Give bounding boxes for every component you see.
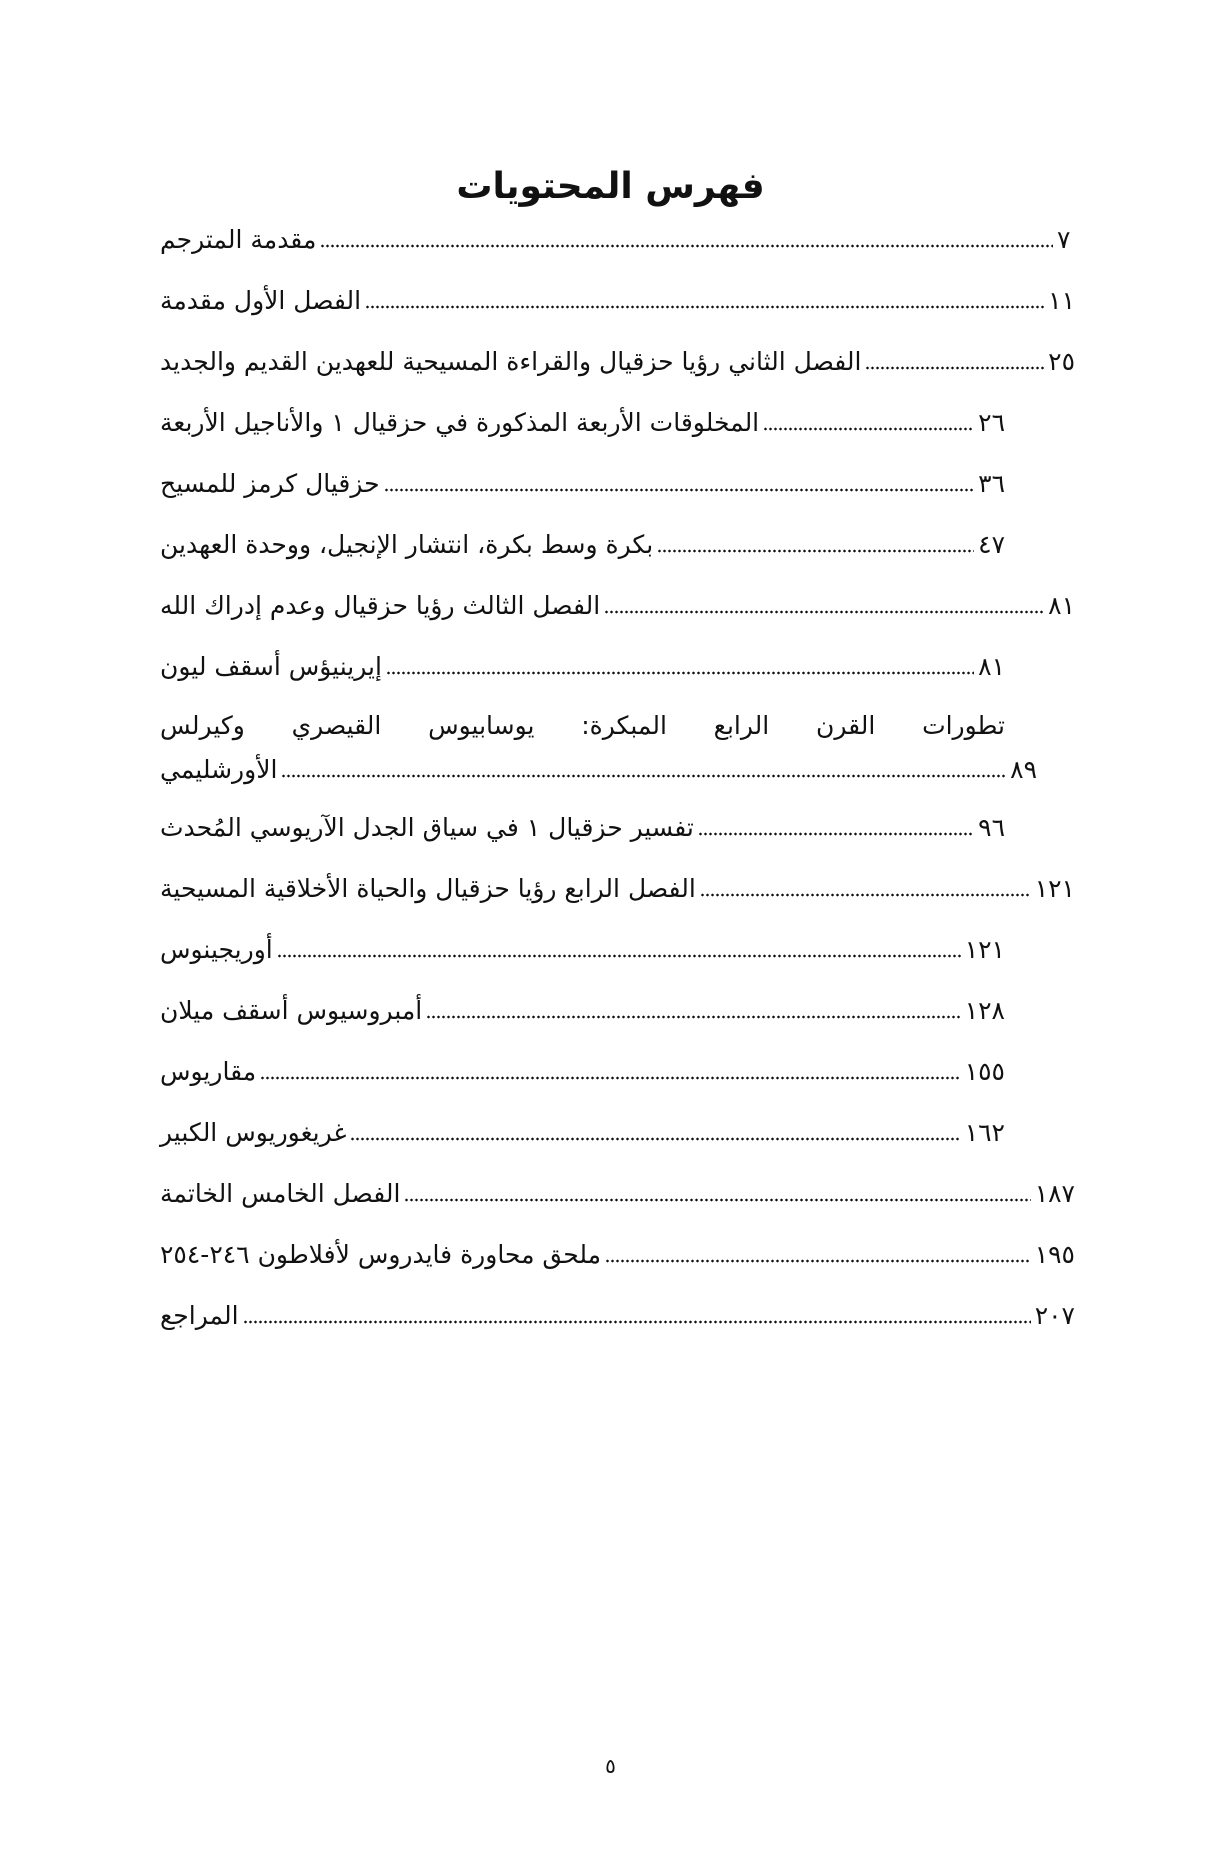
toc-entry-label: الفصل الرابع رؤيا حزقيال والحياة الأخلاقية المسيحية	[160, 874, 696, 903]
toc-entry-label: مقاريوس	[160, 1057, 257, 1086]
toc-entry-page: ٢٦	[978, 408, 1005, 437]
toc-entry-page: ٤٧	[978, 530, 1005, 559]
toc-entry-label: المخلوقات الأربعة المذكورة في حزقيال ١ والأناجيل الأربعة	[160, 408, 760, 437]
leader-dots	[277, 954, 961, 958]
leader-dots	[426, 1015, 961, 1019]
toc-entry	[160, 465, 1005, 501]
label-word: وكيرلس	[160, 711, 245, 740]
toc-entry	[160, 1297, 1075, 1333]
toc-entry	[160, 992, 1005, 1028]
page-title: فهرس المحتويات	[456, 166, 765, 207]
toc-entry-label: أمبروسيوس أسقف ميلان	[160, 996, 423, 1025]
page-number: ٥	[605, 1754, 616, 1778]
toc-entry-label: مقدمة المترجم	[160, 225, 317, 254]
leader-dots	[281, 774, 1006, 778]
leader-dots	[365, 305, 1044, 309]
toc-entry-page: ٨١	[1048, 591, 1075, 620]
toc-entry-page: ٣٦	[978, 469, 1005, 498]
toc-entry-label: الفصل الخامس الخاتمة	[160, 1179, 401, 1208]
toc-entry-page: ١٦٢	[964, 1118, 1005, 1147]
toc-entry-wrapped	[160, 709, 1037, 787]
leader-dots	[657, 549, 974, 553]
toc-entry-page: ٢٥	[1048, 347, 1075, 376]
toc-entry-page: ١٢٨	[964, 996, 1005, 1025]
toc-entry	[160, 648, 1005, 684]
toc-entry	[160, 1175, 1075, 1211]
toc-entry-label: بكرة وسط بكرة، انتشار الإنجيل، ووحدة العهدين	[160, 530, 654, 559]
toc-entry-label-line	[160, 709, 1005, 749]
toc-entry-continuation	[160, 749, 1037, 787]
toc-entry-page: ٩٦	[978, 813, 1005, 842]
toc-entry	[160, 1114, 1005, 1150]
toc-entry	[160, 221, 1075, 257]
toc-entry-label: الفصل الثالث رؤيا حزقيال وعدم إدراك الله	[160, 591, 601, 620]
toc-entry-label: حزقيال كرمز للمسيح	[160, 469, 380, 498]
toc-entry	[160, 870, 1075, 906]
toc-entry-label: تفسير حزقيال ١ في سياق الجدل الآريوسي المُحدث	[160, 813, 694, 842]
toc-entry	[160, 282, 1075, 318]
toc-entry-label: المراجع	[160, 1301, 239, 1330]
label-word: القرن	[815, 711, 876, 740]
toc-entry	[160, 1053, 1005, 1089]
toc-entry	[160, 809, 1005, 845]
toc-entry-page: ١٥٥	[964, 1057, 1005, 1086]
leader-dots	[243, 1320, 1031, 1324]
label-word: المبكرة:	[581, 711, 667, 740]
toc-entry-label: ملحق محاورة فايدروس لأفلاطون ٢٤٦-٢٥٤	[160, 1240, 602, 1269]
leader-dots	[700, 893, 1031, 897]
toc-entry-page: ١١	[1048, 286, 1075, 315]
toc-entry-page: ٧	[1057, 225, 1071, 254]
leader-dots	[404, 1198, 1030, 1202]
toc-entry	[160, 526, 1005, 562]
toc-entry-page: ١٢١	[964, 935, 1005, 964]
toc-entry-label: الفصل الأول مقدمة	[160, 286, 362, 315]
toc-entry-label: أوريجينوس	[160, 935, 273, 964]
toc-entry-page: ٨١	[978, 652, 1005, 681]
toc-entry-label: الأورشليمي	[160, 755, 278, 784]
toc-entry-page: ١٩٥	[1034, 1240, 1075, 1269]
leader-dots	[763, 427, 974, 431]
toc-entry-page: ١٢١	[1034, 874, 1075, 903]
toc-entry	[160, 343, 1075, 379]
toc-entry-page: ٢٠٧	[1034, 1301, 1075, 1330]
label-word: يوسابيوس	[428, 711, 535, 740]
leader-dots	[260, 1076, 961, 1080]
toc-entry-page: ٨٩	[1010, 755, 1037, 784]
toc-entry	[160, 931, 1005, 967]
leader-dots	[604, 610, 1044, 614]
toc-entry-label: إيرينيؤس أسقف ليون	[160, 652, 382, 681]
leader-dots	[350, 1137, 960, 1141]
leader-dots	[320, 244, 1053, 248]
toc-entry	[160, 587, 1075, 623]
leader-dots	[605, 1259, 1031, 1263]
leader-dots	[386, 671, 974, 675]
toc-entry-page: ١٨٧	[1034, 1179, 1075, 1208]
toc-entry	[160, 404, 1005, 440]
leader-dots	[698, 832, 974, 836]
leader-dots	[384, 488, 975, 492]
label-word: الرابع	[713, 711, 770, 740]
leader-dots	[865, 366, 1044, 370]
label-word: تطورات	[922, 711, 1005, 740]
toc-entry-label: الفصل الثاني رؤيا حزقيال والقراءة المسيحية للعهدين القديم والجديد	[160, 347, 862, 376]
toc-entry-label: غريغوريوس الكبير	[160, 1118, 347, 1147]
label-word: القيصري	[291, 711, 382, 740]
toc-entry	[160, 1236, 1075, 1272]
